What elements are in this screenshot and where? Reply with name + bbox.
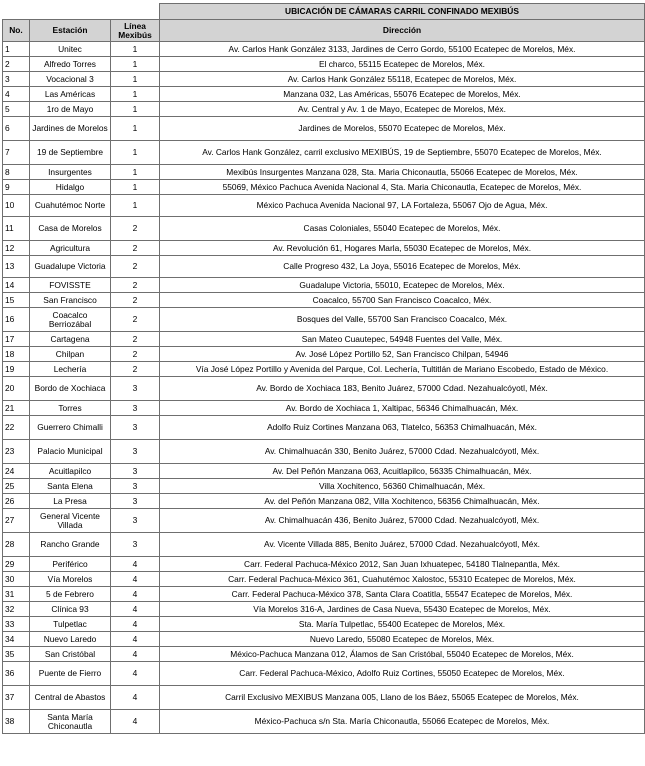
cell-direccion: Mexibús Insurgentes Manzana 028, Sta. Maria Chiconautla, 55066 Ecatepec de Morelos, Méx. xyxy=(160,165,645,180)
cell-no: 35 xyxy=(3,647,30,662)
cell-estacion: Nuevo Laredo xyxy=(30,632,111,647)
header-row xyxy=(3,20,645,42)
table-row xyxy=(3,686,645,710)
table-row xyxy=(3,401,645,416)
cell-estacion: Vía Morelos xyxy=(30,572,111,587)
cell-no: 5 xyxy=(3,102,30,117)
cell-estacion: La Presa xyxy=(30,494,111,509)
cell-linea: 1 xyxy=(111,72,160,87)
cell-estacion: Alfredo Torres xyxy=(30,57,111,72)
cell-no: 2 xyxy=(3,57,30,72)
cell-no: 17 xyxy=(3,332,30,347)
cell-direccion: Carr. Federal Pachuca-México 2012, San Juan Ixhuatepec, 54180 Tlalnepantla, Méx. xyxy=(160,557,645,572)
cell-estacion: San Francisco xyxy=(30,293,111,308)
cell-no: 19 xyxy=(3,362,30,377)
cell-no: 36 xyxy=(3,662,30,686)
table-row xyxy=(3,180,645,195)
cell-no: 10 xyxy=(3,195,30,217)
table-row xyxy=(3,587,645,602)
cell-direccion: El charco, 55115 Ecatepec de Morelos, Méx. xyxy=(160,57,645,72)
table-row xyxy=(3,572,645,587)
cell-estacion: Santa Elena xyxy=(30,479,111,494)
cell-no: 33 xyxy=(3,617,30,632)
cell-linea: 2 xyxy=(111,347,160,362)
cell-direccion: Manzana 032, Las Américas, 55076 Ecatepec de Morelos, Méx. xyxy=(160,87,645,102)
cell-no: 1 xyxy=(3,42,30,57)
table-row xyxy=(3,362,645,377)
cell-estacion: Hidalgo xyxy=(30,180,111,195)
cell-direccion: Jardines de Morelos, 55070 Ecatepec de Morelos, Méx. xyxy=(160,117,645,141)
cell-direccion: Vía José López Portillo y Avenida del Parque, Col. Lechería, Tultitlán de Mariano Escobedo, Estado de México. xyxy=(160,362,645,377)
cell-direccion: Carr. Federal Pachuca-México 361, Cuahutémoc Xalostoc, 55310 Ecatepec de Morelos, Méx. xyxy=(160,572,645,587)
cell-no: 4 xyxy=(3,87,30,102)
cell-linea: 2 xyxy=(111,217,160,241)
cell-linea: 2 xyxy=(111,332,160,347)
table-row xyxy=(3,141,645,165)
table-row xyxy=(3,332,645,347)
cell-estacion: Palacio Municipal xyxy=(30,440,111,464)
cell-direccion: Av. Carlos Hank González 55118, Ecatepec de Morelos, Méx. xyxy=(160,72,645,87)
cell-direccion: 55069, México Pachuca Avenida Nacional 4, Sta. Maria Chiconautla, Ecatepec de Morelos, Méx. xyxy=(160,180,645,195)
cell-estacion: Casa de Morelos xyxy=(30,217,111,241)
header-linea: Línea Mexibús xyxy=(111,20,160,42)
table-row xyxy=(3,102,645,117)
cell-estacion: Lechería xyxy=(30,362,111,377)
table-row xyxy=(3,117,645,141)
cell-estacion: Agricultura xyxy=(30,241,111,256)
cell-no: 8 xyxy=(3,165,30,180)
cell-estacion: 1ro de Mayo xyxy=(30,102,111,117)
cell-no: 27 xyxy=(3,509,30,533)
table-row xyxy=(3,557,645,572)
cell-direccion: Carr. Federal Pachuca-México, Adolfo Ruiz Cortines, 55050 Ecatepec de Morelos, Méx. xyxy=(160,662,645,686)
table-row xyxy=(3,464,645,479)
cell-linea: 1 xyxy=(111,87,160,102)
cell-no: 18 xyxy=(3,347,30,362)
cell-linea: 2 xyxy=(111,293,160,308)
cell-estacion: Jardines de Morelos xyxy=(30,117,111,141)
cell-no: 21 xyxy=(3,401,30,416)
cell-direccion: Av. del Peñón Manzana 082, Villa Xochitenco, 56356 Chimalhuacán, Méx. xyxy=(160,494,645,509)
cell-direccion: Av. Revolución 61, Hogares Marla, 55030 Ecatepec de Morelos, Méx. xyxy=(160,241,645,256)
cell-direccion: Villa Xochitenco, 56360 Chimalhuacán, Méx. xyxy=(160,479,645,494)
cell-no: 23 xyxy=(3,440,30,464)
cell-estacion: Clínica 93 xyxy=(30,602,111,617)
cell-linea: 1 xyxy=(111,180,160,195)
cell-estacion: Guerrero Chimalli xyxy=(30,416,111,440)
cell-estacion: Guadalupe Victoria xyxy=(30,256,111,278)
cell-estacion: Puente de Fierro xyxy=(30,662,111,686)
cell-linea: 1 xyxy=(111,117,160,141)
cell-estacion: Insurgentes xyxy=(30,165,111,180)
cell-no: 6 xyxy=(3,117,30,141)
cell-direccion: Casas Coloniales, 55040 Ecatepec de Morelos, Méx. xyxy=(160,217,645,241)
cell-no: 9 xyxy=(3,180,30,195)
cell-estacion: Rancho Grande xyxy=(30,533,111,557)
cell-estacion: Periférico xyxy=(30,557,111,572)
cell-no: 7 xyxy=(3,141,30,165)
cell-estacion: Tulpetlac xyxy=(30,617,111,632)
cell-direccion: Nuevo Laredo, 55080 Ecatepec de Morelos, Méx. xyxy=(160,632,645,647)
cell-linea: 1 xyxy=(111,195,160,217)
cell-linea: 1 xyxy=(111,165,160,180)
table-row xyxy=(3,509,645,533)
table-row xyxy=(3,533,645,557)
cell-estacion: Cuahutémoc Norte xyxy=(30,195,111,217)
cell-linea: 2 xyxy=(111,278,160,293)
cell-estacion: FOVISSTE xyxy=(30,278,111,293)
title-row xyxy=(3,4,645,20)
table-row xyxy=(3,662,645,686)
cell-estacion: 5 de Febrero xyxy=(30,587,111,602)
cell-no: 28 xyxy=(3,533,30,557)
table-row xyxy=(3,217,645,241)
table-row xyxy=(3,440,645,464)
header-no: No. xyxy=(3,20,30,42)
table-row xyxy=(3,377,645,401)
cell-linea: 3 xyxy=(111,509,160,533)
cell-linea: 4 xyxy=(111,662,160,686)
cell-estacion: Unitec xyxy=(30,42,111,57)
cell-estacion: Chilpan xyxy=(30,347,111,362)
cell-no: 13 xyxy=(3,256,30,278)
cell-direccion: Coacalco, 55700 San Francisco Coacalco, Méx. xyxy=(160,293,645,308)
table-row xyxy=(3,602,645,617)
table-row xyxy=(3,347,645,362)
cameras-table xyxy=(2,3,645,734)
cell-linea: 2 xyxy=(111,256,160,278)
cell-direccion: Av. Carlos Hank González 3133, Jardines de Cerro Gordo, 55100 Ecatepec de Morelos, Méx. xyxy=(160,42,645,57)
cell-direccion: México Pachuca Avenida Nacional 97, LA Fortaleza, 55067 Ojo de Agua, Méx. xyxy=(160,195,645,217)
header-direccion: Dirección xyxy=(160,20,645,42)
cell-estacion: Coacalco Berriozábal xyxy=(30,308,111,332)
cell-no: 37 xyxy=(3,686,30,710)
cell-direccion: Av. Chimalhuacán 330, Benito Juárez, 57000 Cdad. Nezahualcóyotl, Méx. xyxy=(160,440,645,464)
table-row xyxy=(3,479,645,494)
cell-linea: 3 xyxy=(111,377,160,401)
cell-linea: 3 xyxy=(111,416,160,440)
cell-no: 20 xyxy=(3,377,30,401)
cell-no: 30 xyxy=(3,572,30,587)
cell-no: 3 xyxy=(3,72,30,87)
table-row xyxy=(3,57,645,72)
cell-linea: 4 xyxy=(111,710,160,734)
table-row xyxy=(3,632,645,647)
cell-linea: 1 xyxy=(111,102,160,117)
cell-estacion: Las Américas xyxy=(30,87,111,102)
cell-linea: 4 xyxy=(111,647,160,662)
cell-linea: 3 xyxy=(111,464,160,479)
cell-linea: 2 xyxy=(111,308,160,332)
cell-estacion: 19 de Septiembre xyxy=(30,141,111,165)
cell-linea: 1 xyxy=(111,42,160,57)
cell-no: 32 xyxy=(3,602,30,617)
cell-no: 24 xyxy=(3,464,30,479)
cell-linea: 2 xyxy=(111,241,160,256)
cell-no: 25 xyxy=(3,479,30,494)
table-row xyxy=(3,293,645,308)
cell-direccion: Sta. María Tulpetlac, 55400 Ecatepec de Morelos, Méx. xyxy=(160,617,645,632)
cell-estacion: Santa María Chiconautla xyxy=(30,710,111,734)
table-row xyxy=(3,241,645,256)
table-row xyxy=(3,647,645,662)
cell-linea: 3 xyxy=(111,401,160,416)
cell-direccion: Carr. Federal Pachuca-México 378, Santa Clara Coatitla, 55547 Ecatepec de Morelos, Méx. xyxy=(160,587,645,602)
cell-estacion: Central de Abastos xyxy=(30,686,111,710)
cell-estacion: Bordo de Xochiaca xyxy=(30,377,111,401)
table-row xyxy=(3,710,645,734)
table-row xyxy=(3,42,645,57)
header-estacion: Estación xyxy=(30,20,111,42)
cell-direccion: Av. Del Peñón Manzana 063, Acuitlapilco, 56335 Chimalhuacán, Méx. xyxy=(160,464,645,479)
title-spacer xyxy=(3,4,160,20)
cell-no: 16 xyxy=(3,308,30,332)
cell-no: 38 xyxy=(3,710,30,734)
cell-no: 31 xyxy=(3,587,30,602)
cell-estacion: General Vicente Villada xyxy=(30,509,111,533)
cell-direccion: México-Pachuca s/n Sta. María Chiconautla, 55066 Ecatepec de Morelos, Méx. xyxy=(160,710,645,734)
cell-estacion: Vocacional 3 xyxy=(30,72,111,87)
cell-direccion: Calle Progreso 432, La Joya, 55016 Ecatepec de Morelos, Méx. xyxy=(160,256,645,278)
cell-direccion: México-Pachuca Manzana 012, Álamos de San Cristóbal, 55040 Ecatepec de Morelos, Méx. xyxy=(160,647,645,662)
cell-direccion: Av. Central y Av. 1 de Mayo, Ecatepec de Morelos, Méx. xyxy=(160,102,645,117)
table-title: UBICACIÓN DE CÁMARAS CARRIL CONFINADO MEXIBÚS xyxy=(160,4,645,20)
cell-direccion: Av. Bordo de Xochiaca 183, Benito Juárez, 57000 Cdad. Nezahualcóyotl, Méx. xyxy=(160,377,645,401)
cell-estacion: Cartagena xyxy=(30,332,111,347)
cell-linea: 1 xyxy=(111,141,160,165)
cell-direccion: Av. Chimalhuacán 436, Benito Juárez, 57000 Cdad. Nezahualcóyotl, Méx. xyxy=(160,509,645,533)
cell-direccion: Carril Exclusivo MEXIBUS Manzana 005, Llano de los Báez, 55065 Ecatepec de Morelos, Méx. xyxy=(160,686,645,710)
table-row xyxy=(3,494,645,509)
cell-linea: 4 xyxy=(111,686,160,710)
cell-linea: 4 xyxy=(111,587,160,602)
cell-linea: 4 xyxy=(111,617,160,632)
cell-direccion: Av. Vicente Villada 885, Benito Juárez, 57000 Cdad. Nezahualcóyotl, Méx. xyxy=(160,533,645,557)
cell-linea: 3 xyxy=(111,533,160,557)
table-row xyxy=(3,87,645,102)
cell-no: 12 xyxy=(3,241,30,256)
cell-linea: 3 xyxy=(111,440,160,464)
table-row xyxy=(3,72,645,87)
cell-linea: 4 xyxy=(111,557,160,572)
table-row xyxy=(3,195,645,217)
cell-no: 11 xyxy=(3,217,30,241)
cell-direccion: Av. Bordo de Xochiaca 1, Xaltipac, 56346 Chimalhuacán, Méx. xyxy=(160,401,645,416)
cell-direccion: Adolfo Ruiz Cortines Manzana 063, Tlatelco, 56353 Chimalhuacán, Méx. xyxy=(160,416,645,440)
cell-no: 22 xyxy=(3,416,30,440)
cell-linea: 2 xyxy=(111,362,160,377)
cell-direccion: Guadalupe Victoria, 55010, Ecatepec de Morelos, Méx. xyxy=(160,278,645,293)
cell-no: 14 xyxy=(3,278,30,293)
cell-no: 29 xyxy=(3,557,30,572)
table-row xyxy=(3,256,645,278)
table-row xyxy=(3,308,645,332)
cell-direccion: Bosques del Valle, 55700 San Francisco Coacalco, Méx. xyxy=(160,308,645,332)
cell-no: 15 xyxy=(3,293,30,308)
table-row xyxy=(3,278,645,293)
cell-direccion: Av. José López Portillo 52, San Francisco Chilpan, 54946 xyxy=(160,347,645,362)
cell-linea: 3 xyxy=(111,494,160,509)
cell-linea: 3 xyxy=(111,479,160,494)
table-row xyxy=(3,617,645,632)
cell-direccion: Av. Carlos Hank González, carril exclusivo MEXIBÚS, 19 de Septiembre, 55070 Ecatepec de Morelos, Méx. xyxy=(160,141,645,165)
cell-no: 34 xyxy=(3,632,30,647)
cell-linea: 1 xyxy=(111,57,160,72)
cell-linea: 4 xyxy=(111,632,160,647)
cell-linea: 4 xyxy=(111,572,160,587)
cell-estacion: San Cristóbal xyxy=(30,647,111,662)
table-row xyxy=(3,165,645,180)
cell-direccion: Vía Morelos 316-A, Jardines de Casa Nueva, 55430 Ecatepec de Morelos, Méx. xyxy=(160,602,645,617)
cell-estacion: Torres xyxy=(30,401,111,416)
cell-direccion: San Mateo Cuautepec, 54948 Fuentes del Valle, Méx. xyxy=(160,332,645,347)
cell-no: 26 xyxy=(3,494,30,509)
cell-linea: 4 xyxy=(111,602,160,617)
cell-estacion: Acuitlapilco xyxy=(30,464,111,479)
table-row xyxy=(3,416,645,440)
